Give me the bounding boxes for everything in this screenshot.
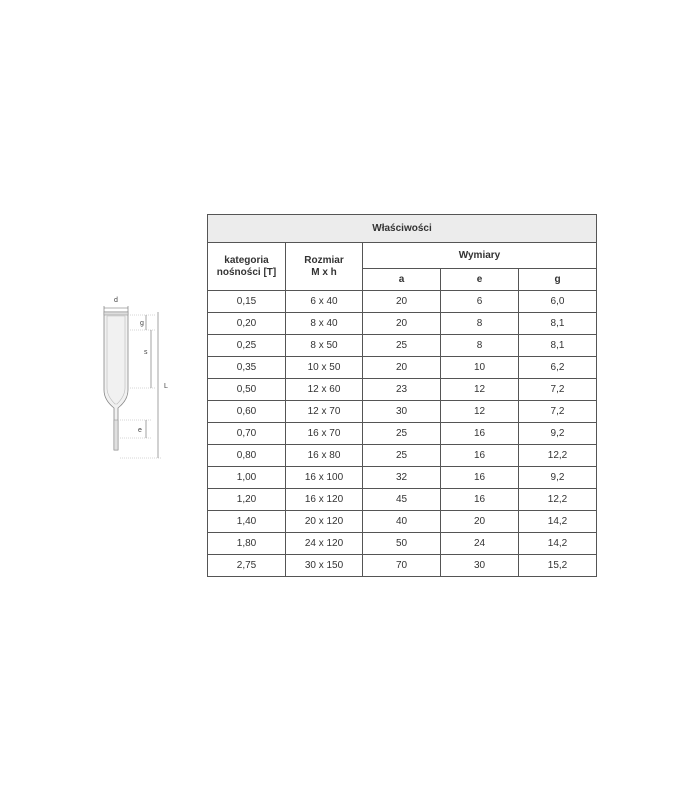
cell-category: 1,40 <box>208 511 286 533</box>
cell-e: 24 <box>441 533 519 555</box>
cell-e: 30 <box>441 555 519 577</box>
dim-label-e: e <box>138 427 142 434</box>
cell-e: 20 <box>441 511 519 533</box>
cell-e: 16 <box>441 445 519 467</box>
cell-a: 25 <box>363 335 441 357</box>
header-e: e <box>441 269 519 291</box>
cell-a: 70 <box>363 555 441 577</box>
cell-category: 0,70 <box>208 423 286 445</box>
cell-e: 16 <box>441 489 519 511</box>
table-row <box>208 467 597 489</box>
cell-g: 14,2 <box>519 511 597 533</box>
cell-a: 25 <box>363 445 441 467</box>
cell-g: 12,2 <box>519 489 597 511</box>
cell-size: 6 x 40 <box>286 291 363 313</box>
cell-g: 6,0 <box>519 291 597 313</box>
cell-g: 7,2 <box>519 379 597 401</box>
table-row <box>208 313 597 335</box>
table-row <box>208 379 597 401</box>
cell-size: 30 x 150 <box>286 555 363 577</box>
cell-size: 16 x 100 <box>286 467 363 489</box>
cell-e: 12 <box>441 379 519 401</box>
cell-a: 45 <box>363 489 441 511</box>
cell-size: 10 x 50 <box>286 357 363 379</box>
cell-size: 16 x 80 <box>286 445 363 467</box>
header-category-line1: kategoria <box>224 254 269 266</box>
cell-e: 8 <box>441 313 519 335</box>
cell-g: 14,2 <box>519 533 597 555</box>
cell-size: 8 x 40 <box>286 313 363 335</box>
cell-a: 20 <box>363 291 441 313</box>
dim-label-L: L <box>164 383 168 390</box>
cell-a: 20 <box>363 313 441 335</box>
header-size-line2: M x h <box>311 266 337 278</box>
cell-g: 15,2 <box>519 555 597 577</box>
cell-category: 1,80 <box>208 533 286 555</box>
cell-size: 16 x 120 <box>286 489 363 511</box>
cell-e: 16 <box>441 423 519 445</box>
fitting-drawing-svg <box>96 290 176 470</box>
header-category <box>208 243 286 291</box>
cell-category: 0,25 <box>208 335 286 357</box>
table-row <box>208 335 597 357</box>
cell-g: 8,1 <box>519 335 597 357</box>
cell-e: 16 <box>441 467 519 489</box>
table-title: Właściwości <box>208 215 597 243</box>
cell-g: 9,2 <box>519 467 597 489</box>
table-row <box>208 489 597 511</box>
cell-category: 0,20 <box>208 313 286 335</box>
cell-g: 7,2 <box>519 401 597 423</box>
cell-g: 12,2 <box>519 445 597 467</box>
table-row <box>208 511 597 533</box>
dim-label-d: d <box>114 297 118 304</box>
dim-label-s: s <box>144 349 148 356</box>
table-body <box>208 291 597 577</box>
table-row <box>208 445 597 467</box>
cell-category: 1,00 <box>208 467 286 489</box>
cell-category: 1,20 <box>208 489 286 511</box>
cell-size: 12 x 60 <box>286 379 363 401</box>
table-row <box>208 401 597 423</box>
table-row <box>208 555 597 577</box>
cell-size: 24 x 120 <box>286 533 363 555</box>
cell-a: 23 <box>363 379 441 401</box>
cell-a: 30 <box>363 401 441 423</box>
cell-a: 50 <box>363 533 441 555</box>
cell-a: 40 <box>363 511 441 533</box>
dim-label-g: g <box>140 320 144 327</box>
cell-category: 0,15 <box>208 291 286 313</box>
header-size-line1: Rozmiar <box>304 254 344 266</box>
cell-size: 20 x 120 <box>286 511 363 533</box>
cell-category: 0,60 <box>208 401 286 423</box>
table-row <box>208 533 597 555</box>
cell-e: 8 <box>441 335 519 357</box>
cell-category: 0,80 <box>208 445 286 467</box>
cell-g: 9,2 <box>519 423 597 445</box>
cell-g: 8,1 <box>519 313 597 335</box>
technical-drawing <box>96 290 176 470</box>
cell-category: 0,35 <box>208 357 286 379</box>
cell-size: 8 x 50 <box>286 335 363 357</box>
cell-size: 16 x 70 <box>286 423 363 445</box>
header-a: a <box>363 269 441 291</box>
cell-g: 6,2 <box>519 357 597 379</box>
header-dimensions: Wymiary <box>363 243 597 269</box>
header-category-line2: nośności [T] <box>216 266 277 278</box>
cell-a: 20 <box>363 357 441 379</box>
cell-category: 0,50 <box>208 379 286 401</box>
header-size <box>286 243 363 291</box>
cell-category: 2,75 <box>208 555 286 577</box>
cell-e: 10 <box>441 357 519 379</box>
table-row <box>208 357 597 379</box>
cell-a: 25 <box>363 423 441 445</box>
cell-a: 32 <box>363 467 441 489</box>
table-row <box>208 423 597 445</box>
cell-size: 12 x 70 <box>286 401 363 423</box>
cell-e: 12 <box>441 401 519 423</box>
cell-e: 6 <box>441 291 519 313</box>
table-row <box>208 291 597 313</box>
header-g: g <box>519 269 597 291</box>
properties-table <box>207 214 597 577</box>
